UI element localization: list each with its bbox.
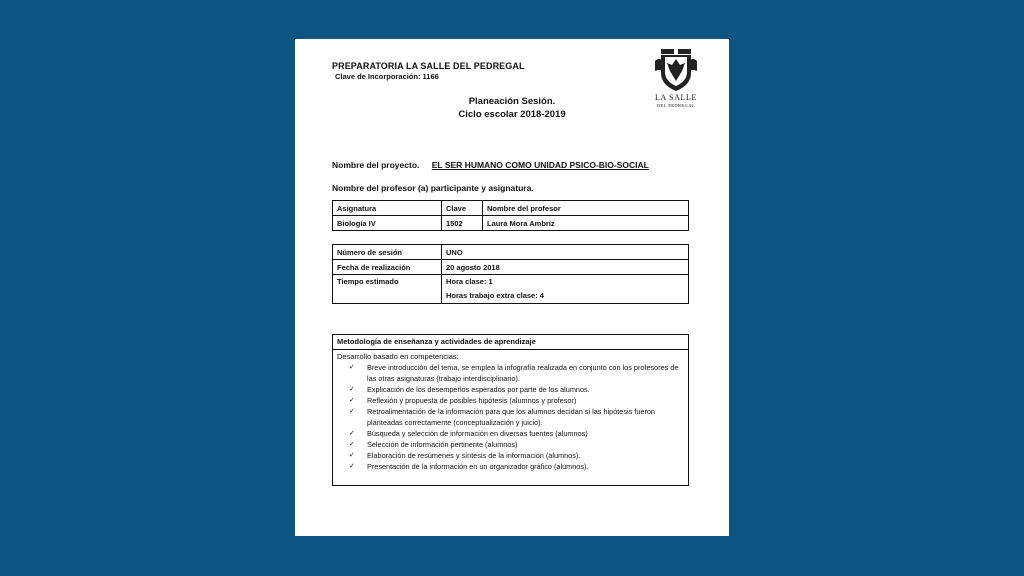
list-item: ✓ Presentación de la información en un organizador gráfico (alumnos). [349,462,589,471]
list-item: ✓ Elaboración de resúmenes y síntesis de la información (alumnos). [349,451,581,460]
header-clave: Clave [442,201,483,216]
list-item: ✓ Búsqueda y selección de información en diversas fuentes (alumnos) [349,429,588,438]
document-subtitle: Ciclo escolar 2018-2019 [458,109,566,120]
cell-clave: 1502 [442,216,483,231]
institution-name: PREPARATORIA LA SALLE DEL PEDREGAL [332,61,525,71]
checkmark-icon: ✓ [349,430,355,437]
label-fecha-realizacion: Fecha de realización [333,260,442,275]
project-label: Nombre del proyecto. [332,160,420,170]
list-item: ✓ Breve introducción del tema, se emplea la infografía realizada en conjunto con los profesores de las otras asignaturas (trabajo interdisciplinario). [349,363,679,383]
project-line [332,160,659,170]
checkmark-icon: ✓ [349,441,355,448]
checkmark-icon: ✓ [349,452,355,459]
table-header-row [333,201,689,216]
label-numero-sesion: Número de sesión [333,245,442,260]
project-name: EL SER HUMANO COMO UNIDAD PSICO-BIO-SOCIAL [431,160,649,170]
logo-subtitle: DEL PEDREGAL [656,103,695,108]
methodology-list [333,362,688,472]
list-item: ✓ Retroalimentación de la información para que los alumnos decidan si las hipótesis fueron planteadas correctamente (conceptualización y juicio). [349,407,655,427]
value-numero-sesion: UNO [442,245,689,260]
label-tiempo-estimado: Tiempo estimado [333,275,442,304]
value-fecha-realizacion: 20 agosto 2018 [442,260,689,275]
cell-asignatura: Biología IV [333,216,442,231]
checkmark-icon: ✓ [349,364,355,371]
checkmark-icon: ✓ [349,397,355,404]
list-item: ✓ Explicación de los desempeños esperados por parte de los alumnos. [349,385,590,394]
checkmark-icon: ✓ [349,386,355,393]
hora-clase: Hora clase: 1 [446,277,493,286]
checkmark-icon: ✓ [349,463,355,470]
la-salle-crest-icon [651,47,701,93]
value-tiempo-estimado [442,275,689,304]
checkmark-icon: ✓ [349,408,355,415]
clave-incorporacion: Clave de Incorporación: 1166 [335,72,439,81]
table-row [333,245,689,260]
list-item: ✓ Reflexión y propuesta de posibles hipótesis (alumnos y profesor) [349,396,577,405]
subject-table [332,200,689,231]
professor-heading: Nombre del profesor (a) participante y asignatura. [332,183,534,193]
table-row [333,260,689,275]
list-item: ✓ Selección de información pertinente (alumnos) [349,440,518,449]
document-title: Planeación Sesión. [468,96,556,107]
cell-nombre-profesor: Laura Mora Ambriz [483,216,689,231]
methodology-heading: Metodología de enseñanza y actividades de aprendizaje [333,335,688,350]
horas-extra-clase: Horas trabajo extra clase: 4 [446,291,544,300]
methodology-box [332,334,689,486]
session-table [332,244,689,304]
table-row [333,275,689,304]
table-row [333,216,689,231]
header-asignatura: Asignatura [333,201,442,216]
logo-name: LA SALLE [655,93,697,102]
header-nombre-profesor: Nombre del profesor [483,201,689,216]
document-page [295,39,729,536]
methodology-subheading: Desarrollo basado en competencias: [337,352,459,361]
